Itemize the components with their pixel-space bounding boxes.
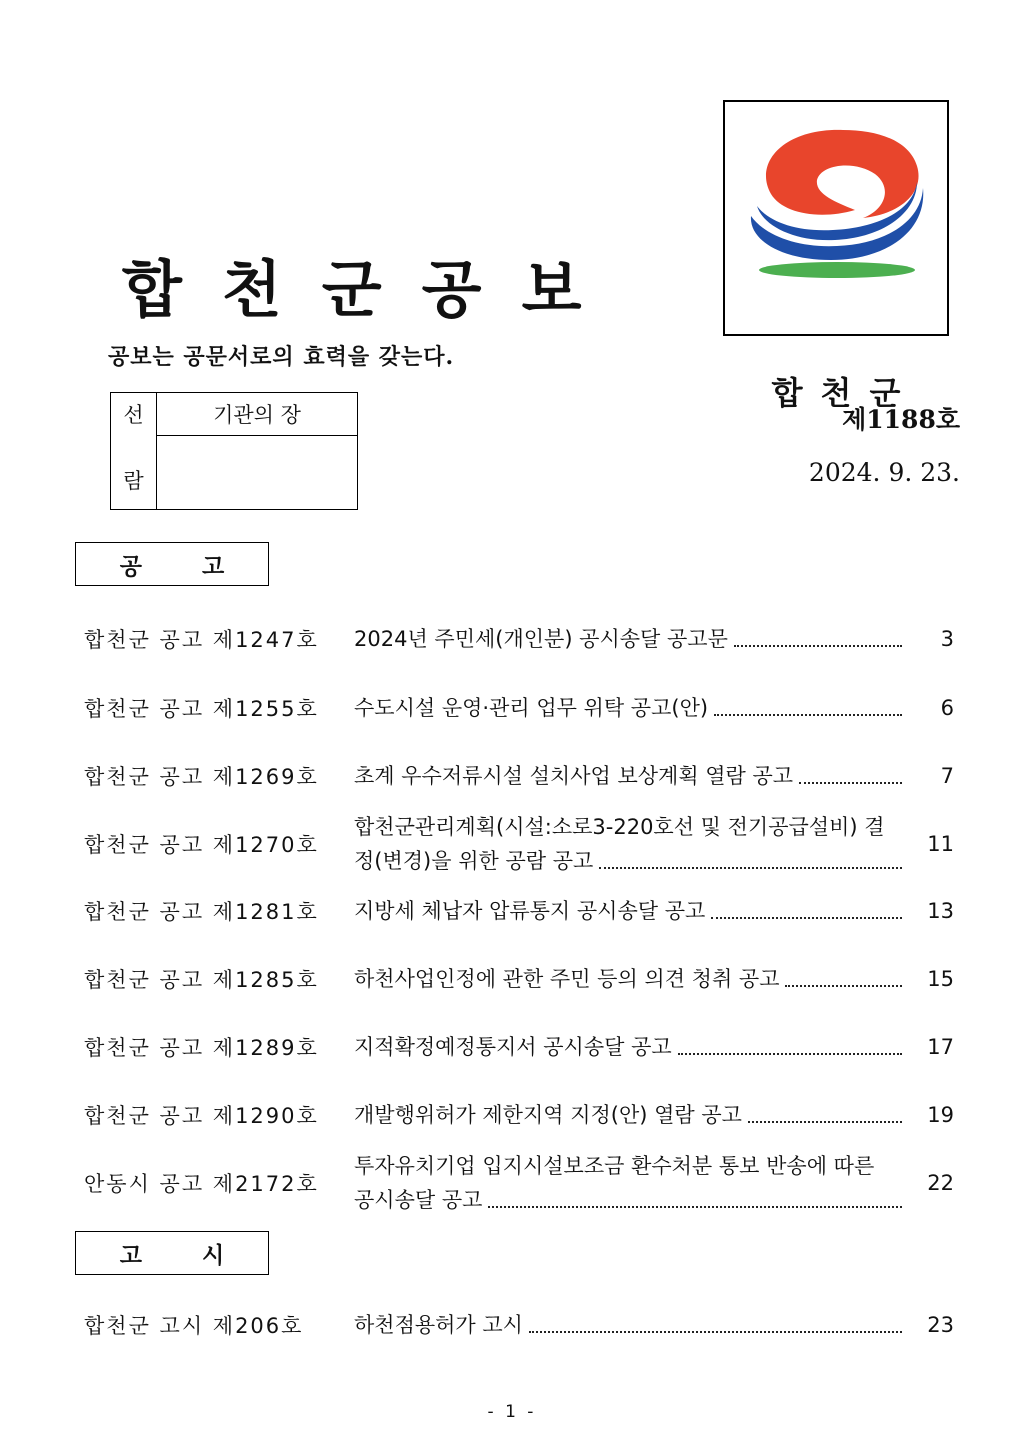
toc-ref: 합천군 공고 제1270호 — [84, 833, 319, 857]
toc-ref: 합천군 공고 제1289호 — [84, 1036, 319, 1060]
page-footer: - 1 - — [487, 1402, 537, 1422]
toc-title-line2: 공시송달 공고 — [354, 1188, 483, 1212]
toc-page: 3 — [940, 627, 954, 651]
toc-ref: 합천군 고시 제206호 — [84, 1314, 304, 1338]
toc-page: 11 — [927, 832, 954, 856]
toc-ref: 합천군 공고 제1247호 — [84, 628, 319, 652]
toc-page: 7 — [940, 764, 954, 788]
toc-row[interactable] — [84, 759, 954, 793]
toc-row[interactable] — [84, 894, 954, 928]
toc-row[interactable] — [84, 1149, 954, 1217]
leader-dots — [785, 985, 902, 987]
page-subtitle: 공보는 공문서로의 효력을 갖는다. — [108, 344, 455, 370]
toc-title: 수도시설 운영·관리 업무 위탁 공고(안) — [354, 696, 709, 720]
toc-row[interactable] — [84, 1098, 954, 1132]
toc-row[interactable] — [84, 810, 954, 878]
review-box — [110, 392, 358, 510]
toc-page: 22 — [927, 1171, 954, 1195]
toc-title-line1: 합천군관리계획(시설:소로3-220호선 및 전기공급설비) 결 — [354, 815, 885, 839]
toc-title: 지적확정예정통지서 공시송달 공고 — [354, 1035, 672, 1059]
section-announcement: 고 시 — [75, 1231, 269, 1275]
logo-text: 합천군 — [771, 374, 919, 412]
toc-page: 13 — [927, 899, 954, 923]
logo-emblem-icon — [725, 102, 951, 338]
toc-title-line1: 투자유치기업 입지시설보조금 환수처분 통보 반송에 따른 — [354, 1154, 875, 1178]
toc-page: 19 — [927, 1103, 954, 1127]
toc-row[interactable] — [84, 691, 954, 725]
toc-title: 하천사업인정에 관한 주민 등의 의견 청취 공고 — [354, 967, 780, 991]
issue-number: 제1188호 — [842, 405, 960, 434]
toc-ref: 합천군 공고 제1269호 — [84, 765, 319, 789]
leader-dots — [799, 782, 902, 784]
leader-dots — [714, 714, 902, 716]
toc-title: 초계 우수저류시설 설치사업 보상계획 열람 공고 — [354, 764, 794, 788]
toc-title: 지방세 체납자 압류통지 공시송달 공고 — [354, 899, 706, 923]
review-left-column — [111, 393, 157, 509]
toc-page: 15 — [927, 967, 954, 991]
leader-dots — [599, 867, 902, 869]
toc-ref: 합천군 공고 제1281호 — [84, 900, 319, 924]
toc-row[interactable] — [84, 962, 954, 996]
toc-page: 17 — [927, 1035, 954, 1059]
review-header: 기관의 장 — [157, 393, 357, 436]
toc-page: 6 — [940, 696, 954, 720]
leader-dots — [529, 1331, 902, 1333]
leader-dots — [748, 1121, 902, 1123]
leader-dots — [711, 917, 902, 919]
toc-title-line2: 정(변경)을 위한 공람 공고 — [354, 849, 594, 873]
toc-title: 2024년 주민세(개인분) 공시송달 공고문 — [354, 627, 728, 651]
review-left-top: 선 — [123, 403, 144, 427]
toc-ref: 합천군 공고 제1285호 — [84, 968, 319, 992]
toc-row[interactable] — [84, 1030, 954, 1064]
leader-dots — [734, 645, 902, 647]
section-notice: 공 고 — [75, 542, 269, 586]
toc-ref: 합천군 공고 제1290호 — [84, 1104, 319, 1128]
leader-dots — [488, 1206, 902, 1208]
leader-dots — [678, 1053, 902, 1055]
toc-ref: 안동시 공고 제2172호 — [84, 1172, 319, 1196]
page-title: 합천군공보 — [122, 253, 622, 326]
toc-title: 개발행위허가 제한지역 지정(안) 열람 공고 — [354, 1103, 742, 1127]
toc-page: 23 — [927, 1313, 954, 1337]
toc-row[interactable] — [84, 622, 954, 656]
review-left-bottom: 람 — [123, 469, 144, 493]
hapcheon-logo — [723, 100, 949, 412]
toc-row[interactable] — [84, 1308, 954, 1342]
issue-date: 2024. 9. 23. — [808, 458, 960, 487]
toc-title: 하천점용허가 고시 — [354, 1313, 523, 1337]
toc-ref: 합천군 공고 제1255호 — [84, 697, 319, 721]
